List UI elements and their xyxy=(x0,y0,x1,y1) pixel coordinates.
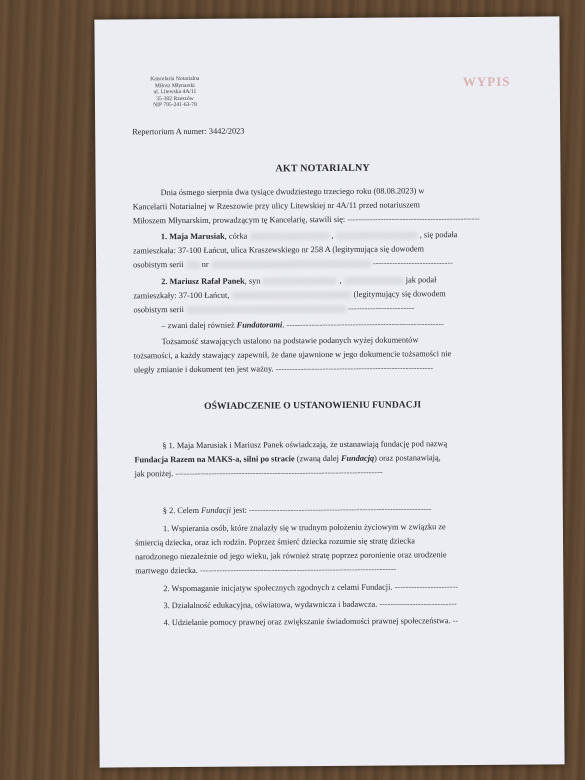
party-statement: się podała xyxy=(423,230,458,240)
id-number-label: nr xyxy=(201,259,209,269)
paragraph-text: ) oraz postanawiają, xyxy=(374,453,441,463)
wypis-watermark: WYPIS xyxy=(462,73,511,90)
party-2-address xyxy=(133,289,445,301)
address-text: zamieszkały: 37-100 Łańcut, xyxy=(133,290,230,301)
founders-text: – zwani dalej również xyxy=(161,320,235,331)
id-label: osobistym serii xyxy=(133,260,184,270)
document-page xyxy=(94,16,564,767)
paragraph-1-line: jak poniżej. --------------------------------------------------------------------------- xyxy=(134,467,383,479)
point-4: 4. Udzielanie pomocy prawnej oraz zwiększanie świadomości prawnej społeczeństwa. -- xyxy=(163,616,459,628)
redacted-field xyxy=(336,231,418,240)
paragraph-text: 2. Wspomaganie inicjatyw społecznych zgodnych z celami Fundacji. xyxy=(163,582,393,594)
intro-line: Dnia ósmego sierpnia dwa tysiące dwudziestego trzeciego roku (08.08.2023) w xyxy=(160,186,425,198)
paragraph-text: martwego dziecka. xyxy=(135,565,198,576)
paragraph-text: 3. Działalność edukacyjna, oświatowa, wydawnicza i badawcza. xyxy=(163,599,378,611)
redacted-field xyxy=(262,277,337,286)
party-1-line: 1. Maja Marusiak, córka , , się podała xyxy=(160,230,458,242)
stamp-line: NIP 795-241-63-78 xyxy=(153,102,197,109)
party-1-address: zamieszkała: 37-100 Łańcut, ulica Kraszewskiego nr 258 A (legitymująca się dowodem xyxy=(132,244,425,256)
intro-line: Miłoszem Młynarskim, prowadzącym tę Kancelarię, stawili się: ------------------------------------------------ xyxy=(132,213,480,226)
identity-line: uległy zmianie i dokument ten jest ważny. --------------------------------------------------------- xyxy=(133,363,434,375)
paragraph-text: jest: xyxy=(233,505,247,515)
redacted-field xyxy=(186,305,346,314)
stamp-line: Miłosz Młynarski xyxy=(154,82,195,89)
address-text: (legitymujący się dowodem xyxy=(353,289,446,299)
foundation-term: Fundacją xyxy=(340,453,375,463)
repertorium-number: Repertorium A numer: 3442/2023 xyxy=(132,126,245,137)
identity-line: tożsamości, a każdy stawający zapewnił, że dane ujawnione w jego dokumencie tożsamości nie xyxy=(133,349,452,361)
id-label: osobistym serii xyxy=(133,305,184,315)
document-title: AKT NOTARIALNY xyxy=(275,162,370,175)
point-1-line: narodzonego niezależnie od jego wieku, jak również stratę poprzez poronienie oraz urodzenie xyxy=(135,550,447,562)
intro-text: Miłoszem Młynarskim, prowadzącym tę Kancelarię, stawili się: xyxy=(132,214,346,226)
party-relation: , córka xyxy=(224,231,248,241)
party-name: Mariusz Rafał Panek xyxy=(169,276,245,287)
party-1-id: osobistym serii nr ----------------------------- xyxy=(133,258,453,270)
paragraph-1-line xyxy=(134,453,440,465)
identity-line: Tożsamość stawających ustalono na podstawie podanych wyżej dokumentów xyxy=(161,335,419,347)
redacted-field xyxy=(344,277,404,285)
paragraph-text: 4. Udzielanie pomocy prawnej oraz zwiększanie świadomości prawnej społeczeństwa. xyxy=(163,616,451,628)
paragraph-text: (zwaną dalej xyxy=(294,453,341,464)
redacted-field xyxy=(186,261,200,269)
intro-line: Kancelarii Notarialnej w Rzeszowie przy ulicy Litewskiej nr 4A/11 przed notariuszem xyxy=(132,200,420,212)
point-3: 3. Działalność edukacyjna, oświatowa, wydawnicza i badawcza. ---------------------------- xyxy=(163,599,457,611)
party-number: 1. xyxy=(160,232,168,242)
section-heading: OŚWIADCZENIE O USTANOWIENIU FUNDACJI xyxy=(204,399,422,412)
party-number: 2. xyxy=(161,277,168,287)
point-2: 2. Wspomaganie inicjatyw społecznych zgodnych z celami Fundacji. ----------------------- xyxy=(163,582,459,594)
redacted-field xyxy=(249,232,329,241)
party-statement: jak podał xyxy=(405,275,437,285)
party-2-line: 2. Mariusz Rafał Panek, syn , jak podał xyxy=(161,275,437,287)
party-2-id: osobistym serii ------------------------ xyxy=(133,303,415,315)
paragraph-1-line: § 1. Maja Marusiak i Mariusz Panek oświadczają, że ustanawiają fundację pod nazwą xyxy=(162,439,448,451)
notary-stamp xyxy=(135,76,215,110)
redacted-field xyxy=(231,291,351,300)
party-name: Maja Marusiak xyxy=(169,231,225,242)
redacted-field xyxy=(211,260,371,269)
point-1-line: śmiercią dziecka, oraz ich rodzin. Poprzez śmierć dziecka rozumie się stratę dziecka xyxy=(135,536,415,548)
stamp-line: 35-302 Rzeszów xyxy=(156,95,194,102)
foundation-name: Fundacja Razem na MAKS-a, silni po stracie xyxy=(134,454,295,465)
founders-line: – zwani dalej również Fundatorami. --------------------------------------------------------- xyxy=(161,319,444,331)
paragraph-text: jak poniżej. xyxy=(134,469,174,479)
founders-dot: . xyxy=(282,320,285,330)
point-1-line: martwego dziecka. ----------------------------------------------------------------------- xyxy=(135,564,397,576)
stamp-line: Kancelaria Notarialna xyxy=(150,75,200,83)
paragraph-text: § 2. Celem xyxy=(162,505,200,516)
party-relation: , syn xyxy=(244,276,261,286)
foundation-term: Fundacji xyxy=(201,505,232,515)
paragraph-2-heading: § 2. Celem Fundacji jest: ------------------------------------------------------------------ xyxy=(162,504,432,516)
stamp-line: ul. Litewska 4A/11 xyxy=(153,89,197,96)
identity-text: uległy zmianie i dokument ten jest ważny. xyxy=(133,364,274,375)
point-1-line: 1. Wspierania osób, które znalazły się w trudnym położeniu życiowym w związku ze xyxy=(162,522,446,534)
founders-term: Fundatorami xyxy=(236,320,283,330)
